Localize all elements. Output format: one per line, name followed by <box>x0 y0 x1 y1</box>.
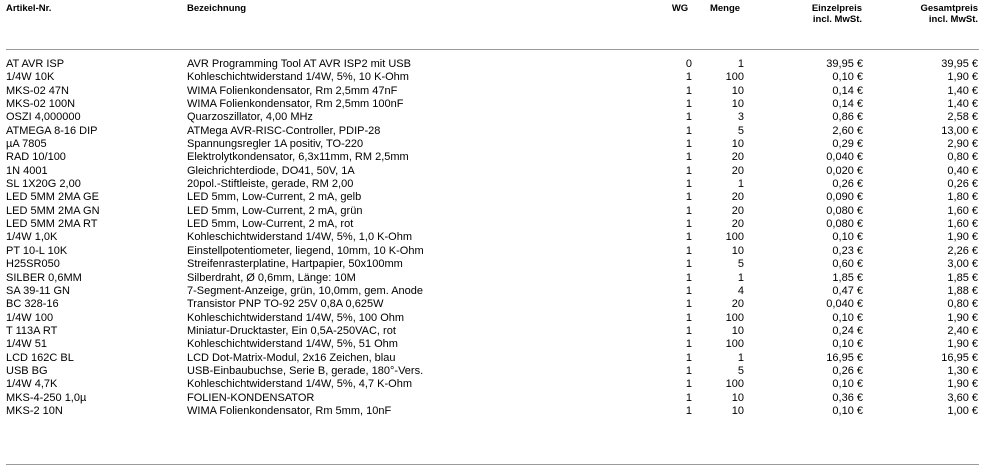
table-row <box>0 258 989 271</box>
cell-gesamtpreis: 1,30 € <box>947 364 978 377</box>
table-row <box>0 352 989 365</box>
cell-artikel-nr: T 113A RT <box>6 324 58 337</box>
cell-wg: 1 <box>685 111 692 124</box>
table-row <box>0 325 989 338</box>
table-row <box>0 392 989 405</box>
cell-menge: 10 <box>731 404 744 417</box>
cell-menge: 10 <box>731 324 744 337</box>
cell-wg: 1 <box>685 271 692 284</box>
table-row <box>0 58 989 71</box>
table-row <box>0 191 989 204</box>
table-row <box>0 151 989 164</box>
cell-menge: 5 <box>737 364 744 377</box>
cell-gesamtpreis: 1,90 € <box>947 311 978 324</box>
cell-artikel-nr: 1/4W 100 <box>6 311 54 324</box>
cell-gesamtpreis: 1,90 € <box>947 378 978 391</box>
table-row <box>0 312 989 325</box>
cell-bezeichnung: USB-Einbaubuchse, Serie B, gerade, 180°-Vers. <box>187 364 424 377</box>
cell-gesamtpreis: 1,90 € <box>947 338 978 351</box>
cell-wg: 0 <box>685 58 692 70</box>
cell-wg: 1 <box>685 84 692 97</box>
cell-wg: 1 <box>685 191 692 204</box>
cell-artikel-nr: MKS-2 10N <box>6 404 63 417</box>
cell-artikel-nr: MKS-02 100N <box>6 98 76 111</box>
table-row <box>0 245 989 258</box>
cell-menge: 20 <box>731 191 744 204</box>
cell-wg: 1 <box>685 364 692 377</box>
table-row <box>0 218 989 231</box>
table-row <box>0 98 989 111</box>
cell-bezeichnung: LCD Dot-Matrix-Modul, 2x16 Zeichen, blau <box>187 351 396 364</box>
footer-divider <box>6 464 979 465</box>
cell-menge: 5 <box>737 258 744 271</box>
cell-einzelpreis: 0,29 € <box>832 138 863 151</box>
cell-bezeichnung: LED 5mm, Low-Current, 2 mA, rot <box>187 218 354 231</box>
table-row <box>0 365 989 378</box>
cell-bezeichnung: WIMA Folienkondensator, Rm 5mm, 10nF <box>187 404 392 417</box>
cell-menge: 20 <box>731 204 744 217</box>
cell-bezeichnung: Einstellpotentiometer, liegend, 10mm, 10 K-Ohm <box>187 244 424 257</box>
cell-bezeichnung: WIMA Folienkondensator, Rm 2,5mm 100nF <box>187 98 404 111</box>
column-header-wg: WG <box>671 3 689 14</box>
cell-bezeichnung: Kohleschichtwiderstand 1/4W, 5%, 1,0 K-Ohm <box>187 231 412 244</box>
cell-einzelpreis: 39,95 € <box>826 58 863 70</box>
cell-wg: 1 <box>685 178 692 191</box>
cell-artikel-nr: SILBER 0,6MM <box>6 271 82 284</box>
cell-einzelpreis: 0,86 € <box>832 111 863 124</box>
cell-wg: 1 <box>685 298 692 311</box>
cell-artikel-nr: H25SR050 <box>6 258 60 271</box>
table-row <box>0 338 989 351</box>
cell-wg: 1 <box>685 204 692 217</box>
cell-artikel-nr: LED 5MM 2MA RT <box>6 218 98 231</box>
cell-wg: 1 <box>685 311 692 324</box>
cell-menge: 100 <box>725 71 744 84</box>
gesamtpreis-mwst-label: incl. MwSt. <box>928 14 978 25</box>
table-row <box>0 231 989 244</box>
cell-artikel-nr: 1/4W 10K <box>6 71 55 84</box>
cell-bezeichnung: Miniatur-Drucktaster, Ein 0,5A-250VAC, rot <box>187 324 396 337</box>
cell-bezeichnung: Kohleschichtwiderstand 1/4W, 5%, 51 Ohm <box>187 338 398 351</box>
cell-bezeichnung: Transistor PNP TO-92 25V 0,8A 0,625W <box>187 298 384 311</box>
cell-bezeichnung: Kohleschichtwiderstand 1/4W, 5%, 4,7 K-Ohm <box>187 378 412 391</box>
cell-gesamtpreis: 1,00 € <box>947 404 978 417</box>
cell-gesamtpreis: 1,90 € <box>947 71 978 84</box>
column-header-artikel-nr: Artikel-Nr. <box>6 3 52 14</box>
cell-wg: 1 <box>685 138 692 151</box>
cell-gesamtpreis: 39,95 € <box>941 58 978 70</box>
cell-artikel-nr: LCD 162C BL <box>6 351 74 364</box>
cell-artikel-nr: 1/4W 51 <box>6 338 47 351</box>
table-row <box>0 298 989 311</box>
table-row <box>0 272 989 285</box>
cell-wg: 1 <box>685 378 692 391</box>
cell-bezeichnung: Quarzoszillator, 4,00 MHz <box>187 111 313 124</box>
table-row <box>0 71 989 84</box>
cell-einzelpreis: 0,10 € <box>832 71 863 84</box>
cell-gesamtpreis: 2,26 € <box>947 244 978 257</box>
cell-bezeichnung: Elektrolytkondensator, 6,3x11mm, RM 2,5mm <box>187 151 409 164</box>
table-row <box>0 178 989 191</box>
cell-einzelpreis: 0,14 € <box>832 84 863 97</box>
einzelpreis-label: Einzelpreis <box>811 3 862 14</box>
cell-einzelpreis: 0,10 € <box>832 338 863 351</box>
table-row <box>0 285 989 298</box>
cell-menge: 4 <box>737 284 744 297</box>
cell-wg: 1 <box>685 124 692 137</box>
cell-bezeichnung: WIMA Folienkondensator, Rm 2,5mm 47nF <box>187 84 398 97</box>
einzelpreis-mwst-label: incl. MwSt. <box>812 14 862 25</box>
table-row <box>0 138 989 151</box>
cell-artikel-nr: SA 39-11 GN <box>6 284 70 297</box>
cell-menge: 1 <box>737 178 744 191</box>
cell-artikel-nr: SL 1X20G 2,00 <box>6 178 81 191</box>
cell-gesamtpreis: 1,90 € <box>947 231 978 244</box>
cell-menge: 20 <box>731 151 744 164</box>
cell-gesamtpreis: 0,80 € <box>947 151 978 164</box>
cell-einzelpreis: 0,47 € <box>832 284 863 297</box>
cell-menge: 100 <box>725 378 744 391</box>
table-row <box>0 205 989 218</box>
cell-menge: 3 <box>737 111 744 124</box>
cell-einzelpreis: 0,040 € <box>826 298 863 311</box>
table-row <box>0 165 989 178</box>
cell-einzelpreis: 0,26 € <box>832 178 863 191</box>
cell-menge: 5 <box>737 124 744 137</box>
cell-gesamtpreis: 13,00 € <box>941 124 978 137</box>
cell-einzelpreis: 0,10 € <box>832 311 863 324</box>
cell-artikel-nr: USB BG <box>6 364 48 377</box>
cell-wg: 1 <box>685 98 692 111</box>
cell-bezeichnung: FOLIEN-KONDENSATOR <box>187 391 315 404</box>
cell-menge: 1 <box>737 271 744 284</box>
article-table-body <box>0 58 989 418</box>
column-header-menge: Menge <box>709 3 741 14</box>
cell-artikel-nr: LED 5MM 2MA GN <box>6 204 100 217</box>
cell-menge: 100 <box>725 338 744 351</box>
cell-gesamtpreis: 16,95 € <box>941 351 978 364</box>
cell-einzelpreis: 0,60 € <box>832 258 863 271</box>
cell-menge: 10 <box>731 98 744 111</box>
cell-gesamtpreis: 1,40 € <box>947 84 978 97</box>
column-header-einzelpreis <box>760 3 862 25</box>
cell-gesamtpreis: 2,90 € <box>947 138 978 151</box>
cell-einzelpreis: 0,10 € <box>832 231 863 244</box>
header-divider <box>6 49 979 50</box>
cell-menge: 1 <box>737 351 744 364</box>
cell-einzelpreis: 0,24 € <box>832 324 863 337</box>
cell-einzelpreis: 0,080 € <box>826 204 863 217</box>
cell-gesamtpreis: 0,26 € <box>947 178 978 191</box>
cell-wg: 1 <box>685 391 692 404</box>
cell-gesamtpreis: 1,60 € <box>947 204 978 217</box>
cell-bezeichnung: Streifenrasterplatine, Hartpapier, 50x100mm <box>187 258 403 271</box>
cell-einzelpreis: 0,040 € <box>826 151 863 164</box>
cell-menge: 10 <box>731 138 744 151</box>
cell-menge: 10 <box>731 244 744 257</box>
cell-bezeichnung: Kohleschichtwiderstand 1/4W, 5%, 100 Ohm <box>187 311 405 324</box>
cell-artikel-nr: MKS-4-250 1,0µ <box>6 391 87 404</box>
cell-einzelpreis: 0,23 € <box>832 244 863 257</box>
cell-artikel-nr: µA 7805 <box>6 138 47 151</box>
cell-menge: 20 <box>731 298 744 311</box>
cell-gesamtpreis: 3,00 € <box>947 258 978 271</box>
cell-artikel-nr: OSZI 4,000000 <box>6 111 81 124</box>
cell-artikel-nr: MKS-02 47N <box>6 84 69 97</box>
cell-wg: 1 <box>685 218 692 231</box>
cell-gesamtpreis: 1,60 € <box>947 218 978 231</box>
cell-bezeichnung: ATMega AVR-RISC-Controller, PDIP-28 <box>187 124 381 137</box>
cell-artikel-nr: RAD 10/100 <box>6 151 66 164</box>
cell-wg: 1 <box>685 338 692 351</box>
cell-bezeichnung: 20pol.-Stiftleiste, gerade, RM 2,00 <box>187 178 354 191</box>
table-row <box>0 378 989 391</box>
cell-bezeichnung: Gleichrichterdiode, DO41, 50V, 1A <box>187 164 355 177</box>
cell-wg: 1 <box>685 284 692 297</box>
cell-einzelpreis: 0,10 € <box>832 404 863 417</box>
cell-gesamtpreis: 3,60 € <box>947 391 978 404</box>
cell-wg: 1 <box>685 351 692 364</box>
cell-artikel-nr: 1/4W 1,0K <box>6 231 58 244</box>
cell-bezeichnung: 7-Segment-Anzeige, grün, 10,0mm, gem. Anode <box>187 284 424 297</box>
cell-einzelpreis: 2,60 € <box>832 124 863 137</box>
table-row <box>0 125 989 138</box>
cell-wg: 1 <box>685 258 692 271</box>
cell-menge: 1 <box>737 58 744 70</box>
cell-einzelpreis: 0,020 € <box>826 164 863 177</box>
cell-einzelpreis: 16,95 € <box>826 351 863 364</box>
cell-einzelpreis: 0,080 € <box>826 218 863 231</box>
cell-gesamtpreis: 1,85 € <box>947 271 978 284</box>
cell-artikel-nr: BC 328-16 <box>6 298 59 311</box>
cell-bezeichnung: LED 5mm, Low-Current, 2 mA, grün <box>187 204 363 217</box>
cell-artikel-nr: ATMEGA 8-16 DIP <box>6 124 98 137</box>
cell-gesamtpreis: 1,80 € <box>947 191 978 204</box>
cell-menge: 20 <box>731 164 744 177</box>
cell-gesamtpreis: 0,40 € <box>947 164 978 177</box>
cell-artikel-nr: 1N 4001 <box>6 164 48 177</box>
cell-bezeichnung: Silberdraht, Ø 0,6mm, Länge: 10M <box>187 271 356 284</box>
cell-artikel-nr: LED 5MM 2MA GE <box>6 191 99 204</box>
cell-wg: 1 <box>685 244 692 257</box>
cell-einzelpreis: 0,26 € <box>832 364 863 377</box>
cell-wg: 1 <box>685 324 692 337</box>
cell-menge: 10 <box>731 391 744 404</box>
cell-menge: 10 <box>731 84 744 97</box>
cell-wg: 1 <box>685 151 692 164</box>
cell-gesamtpreis: 2,40 € <box>947 324 978 337</box>
table-row <box>0 111 989 124</box>
cell-einzelpreis: 0,36 € <box>832 391 863 404</box>
cell-gesamtpreis: 1,88 € <box>947 284 978 297</box>
table-row <box>0 405 989 418</box>
cell-einzelpreis: 0,090 € <box>826 191 863 204</box>
cell-bezeichnung: AVR Programming Tool AT AVR ISP2 mit USB <box>187 58 411 70</box>
cell-gesamtpreis: 1,40 € <box>947 98 978 111</box>
cell-wg: 1 <box>685 71 692 84</box>
cell-wg: 1 <box>685 164 692 177</box>
cell-artikel-nr: 1/4W 4,7K <box>6 378 58 391</box>
cell-bezeichnung: Spannungsregler 1A positiv, TO-220 <box>187 138 364 151</box>
table-row <box>0 85 989 98</box>
cell-einzelpreis: 0,14 € <box>832 98 863 111</box>
cell-bezeichnung: Kohleschichtwiderstand 1/4W, 5%, 10 K-Ohm <box>187 71 409 84</box>
cell-menge: 100 <box>725 231 744 244</box>
cell-menge: 20 <box>731 218 744 231</box>
cell-artikel-nr: PT 10-L 10K <box>6 244 68 257</box>
cell-bezeichnung: LED 5mm, Low-Current, 2 mA, gelb <box>187 191 362 204</box>
cell-menge: 100 <box>725 311 744 324</box>
gesamtpreis-label: Gesamtpreis <box>920 3 978 14</box>
cell-gesamtpreis: 2,58 € <box>947 111 978 124</box>
cell-einzelpreis: 1,85 € <box>832 271 863 284</box>
cell-einzelpreis: 0,10 € <box>832 378 863 391</box>
column-header-gesamtpreis <box>880 3 978 25</box>
cell-artikel-nr: AT AVR ISP <box>6 58 65 70</box>
cell-wg: 1 <box>685 404 692 417</box>
column-header-bezeichnung: Bezeichnung <box>187 3 247 14</box>
cell-gesamtpreis: 0,80 € <box>947 298 978 311</box>
cell-wg: 1 <box>685 231 692 244</box>
